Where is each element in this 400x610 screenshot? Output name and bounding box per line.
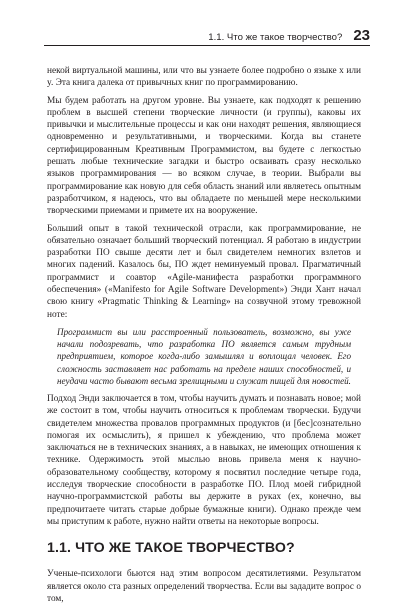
header-rule — [44, 45, 370, 46]
page-number: 23 — [353, 27, 370, 44]
paragraph-experience: Больший опыт в такой технической отрасли, как программирование, не обязательно означает больший творческий потенциал. Я работаю в индустрии разработки ПО свыше десяти лет и был свидетелем немногих взлетов и многих падений. Казалось бы, ПО ждет неминуемый провал. Прагматичный программист и соавтор «Agile-манифеста разработки программного обеспечения» («Manifesto for Agile Software Development») Энди Хант начал свою книгу «Pragmatic Thinking & Learning» на созвучной этому тревожной ноте: — [47, 223, 361, 320]
running-title: 1.1. Что же такое творчество? — [208, 32, 343, 43]
paragraph-continuation: некой виртуальной машины, или что вы узнаете более подробно о языке x или y. Эта книга далека от привычных книг по программированию. — [47, 66, 361, 89]
paragraph-other-level: Мы будем работать на другом уровне. Вы узнаете, как подходят к решению проблем в высшей степени творческие личности (и группы), каковы их привычки и мыслительные процессы и как они находят решения, являющиеся одновременно и результативными, и творческими. Когда вы станете сертифицированным Креативным Программистом, вы будете с легкостью решать любые технические загадки и быстро осваивать сразу несколько языков программирования — во всяком случае, в теории. Выбрали вы программирование как новую для себя область знаний или являетесь опытным разработчиком, я надеюсь, что вы обладаете по меньшей мере несколькими творческими приемами и примете их на вооружение. — [47, 95, 361, 217]
paragraph-andy-approach: Подход Энди заключается в том, чтобы научить думать и познавать новое; мой же состоит в том, чтобы научить относиться к проблемам творчески. Будучи свидетелем множества провалов программных продуктов (и [бес]сознательно помогая их осмыслить), я пришел к убеждению, что проблема может заключаться не в технических знаниях, а в навыках, не имеющих отношения к технике. Одержимость этой мыслью вновь привела меня к научно-образовательному сообществу, которому я посвятил последние четыре года, исследуя творческие способности в разработке ПО. Плод моей гибридной научно-программистской работы вы держите в руках (ех, конечно, вы предпочитаете читать старые добрые бумажные книги). Однако прежде чем мы приступим к работе, нужно найти ответы на некоторые вопросы. — [47, 393, 361, 527]
running-head — [44, 27, 370, 44]
section-first-paragraph: Ученые-психологи бьются над этим вопросом десятилетиями. Результатом является около ста разных определений творчества. Если вы зададите вопрос о том, — [47, 569, 361, 604]
section-heading: 1.1. ЧТО ЖЕ ТАКОЕ ТВОРЧЕСТВО? — [47, 540, 295, 557]
block-quote: Программист вы или расстроенный пользователь, возможно, вы уже начали подозревать, что разработка ПО является самым трудным предприятием, которое когда-либо замышлял и воплощал человек. Его сложность заставляет нас работать на пределе наших способностей, и неудачи часто бывают весьма зрелищными и служат пищей для новостей. — [57, 326, 351, 386]
page-body — [47, 65, 361, 610]
